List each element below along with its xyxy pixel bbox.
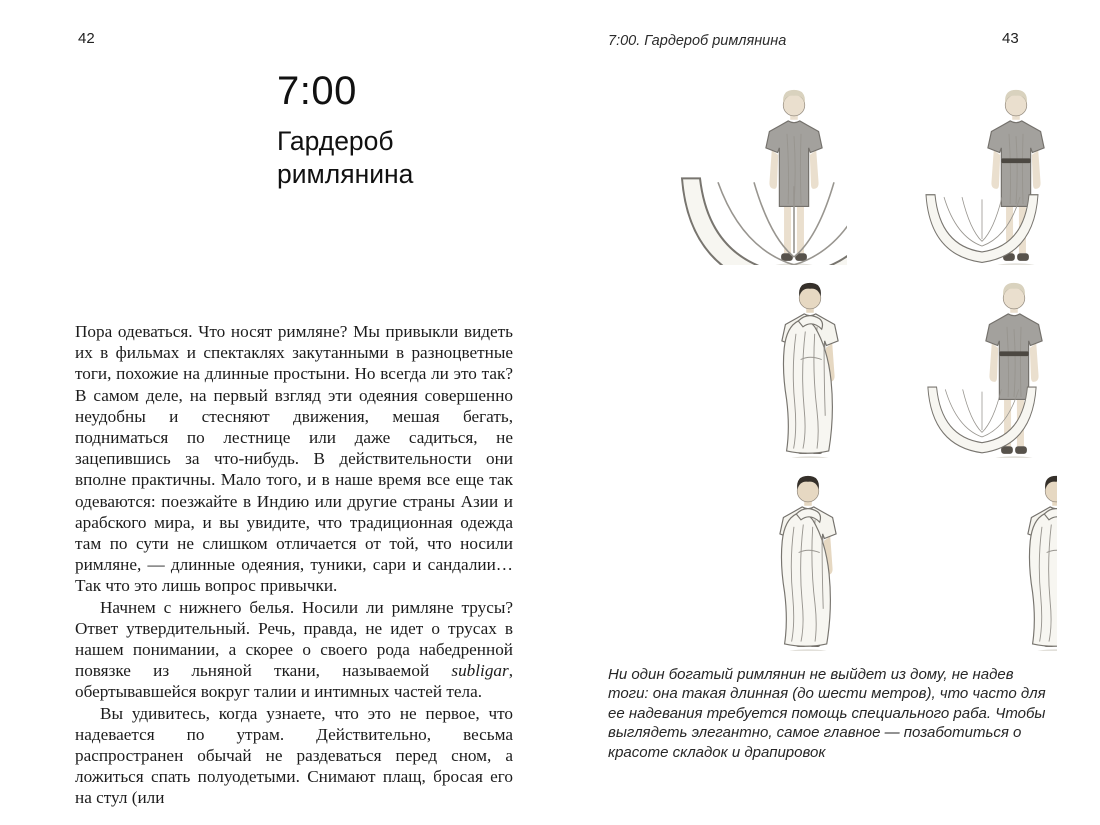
body-text-column bbox=[75, 321, 513, 809]
illustration-toga-step-2 bbox=[855, 80, 1057, 265]
illustration-toga-step-1 bbox=[645, 80, 847, 265]
toga-illustration-grid bbox=[645, 80, 1057, 651]
page-number-left: 42 bbox=[78, 30, 95, 47]
paragraph-2-before: Начнем с нижнего белья. Носили ли римляне трусы? Ответ утвердительный. Речь, правда, не идет о трусах в нашем понимании, а скорее о своего рода набедренной повязке из льняной ткани, называемой bbox=[75, 597, 513, 681]
illustration-toga-step-6 bbox=[855, 466, 1057, 651]
latin-term-subligar: subligar bbox=[451, 661, 509, 681]
illustration-toga-step-4 bbox=[855, 273, 1057, 458]
illustration-caption: Ни один богатый римлянин не выйдет из дому, не надев тоги: она такая длинная (до шести метров), что часто для ее надевания требуется помощь специального раба. Чтобы выглядеть элегантно, самое главное — позаботиться о красоте складок и драпировок bbox=[608, 666, 1046, 761]
paragraph-1: Пора одеваться. Что носят римляне? Мы привыкли видеть их в фильмах и спектаклях закутанными в разноцветные тоги, похожие на длинные простыни. Но всегда ли это так? В самом деле, на первый взгляд эти одеяния совершенно неудобны и стесняют движения, мешая бегать, подниматься по лестнице или даже садиться, не зацепившись за что-нибудь. В действительности они вполне практичны. Мало того, и в наше время все еще так одеваются: поезжайте в Индию или другие страны Азии и арабского мира, и вы увидите, что традиционная одежда там по сути не слишком отличается от той, что носили римляне, — длинные одеяния, туники, сари и сандалии… Так что это лишь вопрос привычки. bbox=[75, 322, 513, 596]
illustration-toga-step-5 bbox=[645, 466, 847, 651]
paragraph-2 bbox=[75, 597, 513, 703]
paragraph-3: Вы удивитесь, когда узнаете, что это не первое, что надевается по утрам. Действительно, весьма распространен обычай не раздеваться перед сном, а ложиться спать полуодетыми. Снимают плащ, бросая его на стул (или bbox=[75, 703, 513, 808]
page-number-right: 43 bbox=[1002, 30, 1019, 47]
chapter-title: Гардероб римлянина bbox=[277, 126, 414, 189]
chapter-heading bbox=[277, 70, 452, 190]
chapter-time: 7:00 bbox=[277, 69, 357, 113]
paragraph-2-after: , обертывавшейся вокруг талии и интимных частей тела. bbox=[75, 661, 513, 702]
running-head: 7:00. Гардероб римлянина bbox=[608, 33, 787, 49]
illustration-toga-step-3 bbox=[645, 273, 847, 458]
